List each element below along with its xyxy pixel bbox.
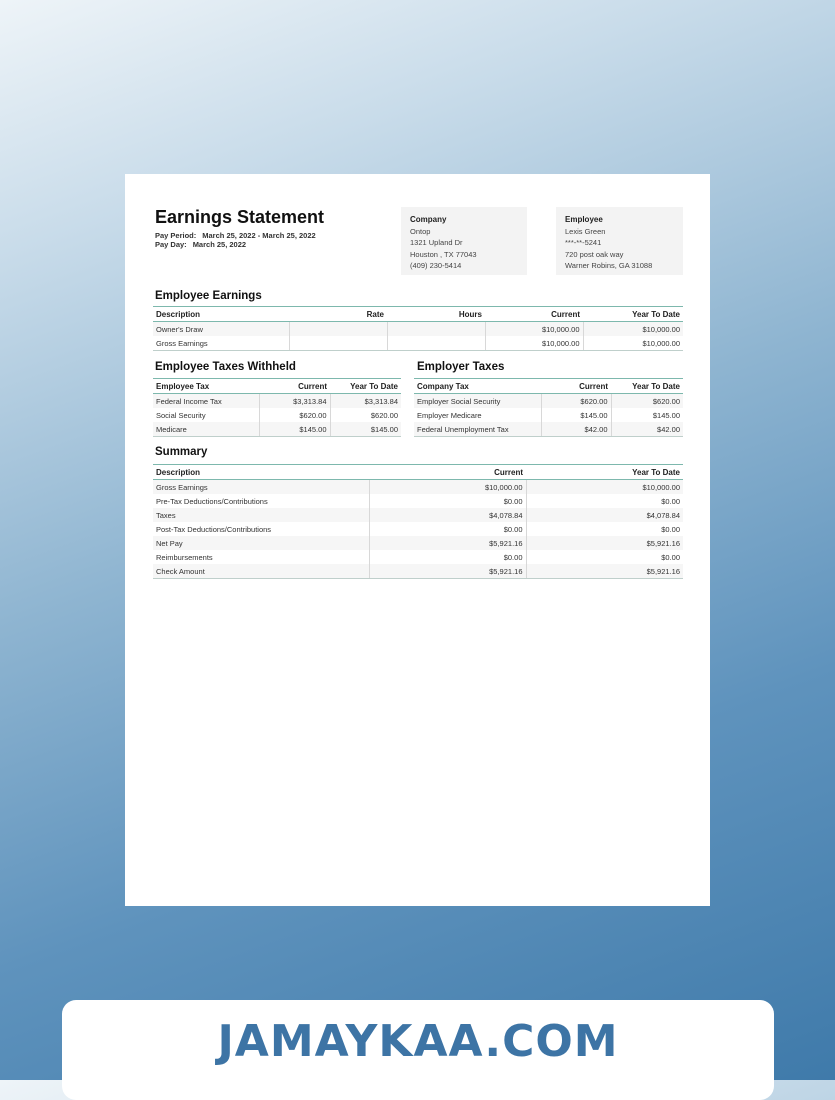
table-row — [414, 408, 683, 422]
withheld-col-tax: Employee Tax — [153, 379, 259, 394]
table-cell: $0.00 — [369, 522, 526, 536]
company-address1: 1321 Upland Dr — [410, 238, 463, 247]
table-cell: $5,921.16 — [526, 536, 683, 550]
table-cell: $4,078.84 — [369, 508, 526, 522]
company-info — [401, 207, 527, 275]
table-cell — [289, 322, 387, 337]
table-cell: Social Security — [156, 410, 206, 420]
page-title: Earnings Statement — [155, 207, 325, 227]
table-row — [153, 394, 401, 409]
table-row — [414, 394, 683, 409]
table-row — [153, 422, 401, 437]
table-row — [153, 536, 683, 550]
table-cell: $5,921.16 — [526, 564, 683, 579]
table-cell: $620.00 — [259, 408, 330, 422]
table-cell — [289, 336, 387, 351]
table-row — [153, 480, 683, 495]
company-heading: Company — [410, 215, 447, 224]
employer-col-ytd: Year To Date — [611, 379, 683, 394]
withheld-col-current: Current — [259, 379, 330, 394]
table-cell: $5,921.16 — [369, 536, 526, 550]
table-cell: $10,000.00 — [583, 322, 683, 337]
taxes-withheld-heading: Employee Taxes Withheld — [155, 361, 296, 373]
taxes-withheld-table — [153, 378, 401, 437]
table-cell: Pre-Tax Deductions/Contributions — [156, 496, 268, 506]
table-cell: $10,000.00 — [485, 336, 583, 351]
employer-col-current: Current — [541, 379, 611, 394]
table-cell: Taxes — [153, 508, 369, 522]
earnings-heading: Employee Earnings — [155, 290, 262, 302]
brand-name: JAMAYKAA.COM — [217, 1016, 619, 1067]
table-cell: $42.00 — [541, 422, 611, 437]
company-phone: (409) 230-5414 — [410, 261, 462, 270]
pay-day-label: Pay Day: — [155, 240, 187, 249]
table-row — [153, 322, 683, 337]
table-cell — [387, 336, 485, 351]
pay-period-value: March 25, 2022 - March 25, 2022 — [202, 231, 316, 240]
table-cell — [387, 322, 485, 337]
employer-taxes-heading: Employer Taxes — [417, 361, 505, 373]
summary-table — [153, 464, 683, 579]
table-cell: $10,000.00 — [526, 480, 683, 495]
table-row — [153, 522, 683, 536]
table-cell: Gross Earnings — [153, 336, 289, 351]
table-row — [153, 564, 683, 579]
table-cell: $0.00 — [526, 522, 683, 536]
table-cell: Reimbursements — [156, 552, 213, 562]
table-cell: $145.00 — [541, 408, 611, 422]
table-cell: $145.00 — [611, 408, 683, 422]
table-cell: $0.00 — [526, 550, 683, 564]
table-row — [153, 336, 683, 351]
table-row — [153, 494, 683, 508]
pay-period-label: Pay Period: — [155, 231, 197, 240]
table-cell: Medicare — [153, 422, 259, 437]
table-cell: $0.00 — [369, 494, 526, 508]
pay-day — [155, 240, 246, 249]
table-cell: $5,921.16 — [369, 564, 526, 579]
table-cell: $42.00 — [611, 422, 683, 437]
employer-taxes-table — [414, 378, 683, 437]
table-cell: $0.00 — [526, 494, 683, 508]
employee-info — [556, 207, 683, 275]
summary-col-current: Current — [369, 465, 526, 480]
employee-address1: 720 post oak way — [565, 249, 624, 259]
earnings-col-hours: Hours — [387, 307, 485, 322]
earnings-table — [153, 306, 683, 351]
table-cell: $620.00 — [330, 408, 401, 422]
table-cell: $620.00 — [611, 394, 683, 409]
earnings-col-description: Description — [153, 307, 289, 322]
table-cell: $3,313.84 — [259, 394, 330, 409]
table-cell: Check Amount — [153, 564, 369, 579]
table-cell: Post-Tax Deductions/Contributions — [156, 524, 272, 534]
summary-col-description: Description — [153, 465, 369, 480]
brand-banner — [62, 1000, 774, 1100]
table-cell: $10,000.00 — [369, 480, 526, 495]
employee-address2: Warner Robins, GA 31088 — [565, 261, 653, 270]
employee-ssn: ***-**-5241 — [565, 238, 602, 247]
table-cell: $10,000.00 — [583, 336, 683, 351]
withheld-col-ytd: Year To Date — [330, 379, 401, 394]
table-row — [153, 508, 683, 522]
earnings-col-current: Current — [485, 307, 583, 322]
earnings-col-ytd: Year To Date — [583, 307, 683, 322]
table-cell: Net Pay — [153, 536, 369, 550]
company-name: Ontop — [410, 226, 431, 236]
table-cell: $4,078.84 — [526, 508, 683, 522]
table-cell: $10,000.00 — [485, 322, 583, 337]
table-row — [153, 408, 401, 422]
table-row — [414, 422, 683, 437]
table-cell: $620.00 — [541, 394, 611, 409]
summary-heading: Summary — [155, 446, 208, 458]
pay-day-value: March 25, 2022 — [192, 240, 247, 249]
table-cell: $145.00 — [259, 422, 330, 437]
employee-name: Lexis Green — [565, 226, 606, 236]
table-cell: $3,313.84 — [330, 394, 401, 409]
employer-col-tax: Company Tax — [414, 379, 541, 394]
summary-col-ytd: Year To Date — [526, 465, 683, 480]
table-cell: $145.00 — [330, 422, 401, 437]
table-row — [153, 550, 683, 564]
table-cell: $0.00 — [369, 550, 526, 564]
earnings-col-rate: Rate — [289, 307, 387, 322]
table-cell: Gross Earnings — [153, 480, 369, 495]
employee-heading: Employee — [565, 215, 603, 224]
company-address2: Houston , TX 77043 — [410, 249, 477, 259]
pay-period — [155, 231, 316, 240]
table-cell: Owner's Draw — [153, 322, 289, 337]
table-cell: Employer Social Security — [414, 394, 541, 409]
statement-page — [125, 174, 710, 906]
table-cell: Employer Medicare — [417, 410, 482, 420]
table-cell: Federal Income Tax — [153, 394, 259, 409]
table-cell: Federal Unemployment Tax — [414, 422, 541, 437]
